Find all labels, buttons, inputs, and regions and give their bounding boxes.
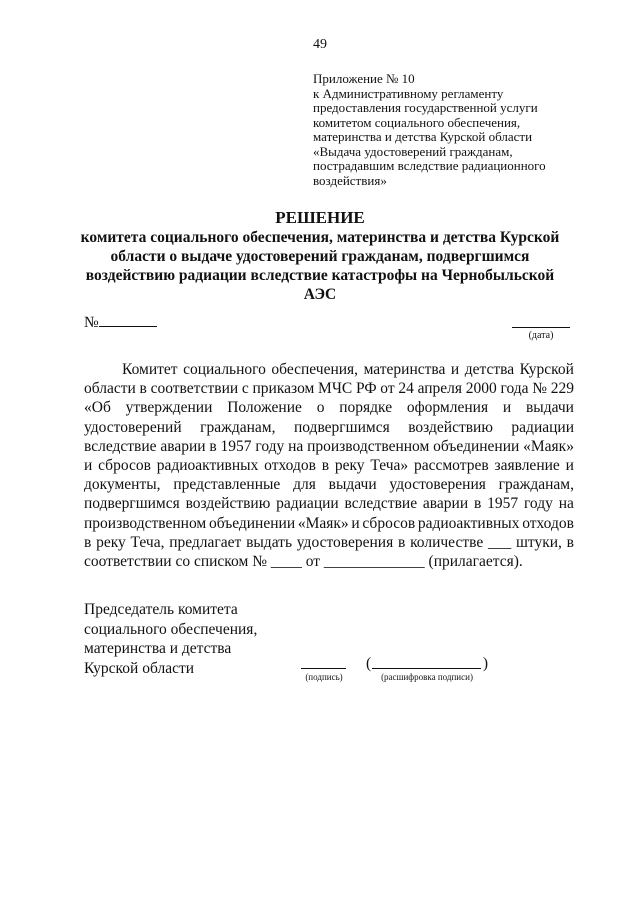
body-word: в: [321, 457, 330, 475]
body-word: РФ: [355, 380, 377, 398]
appendix-line: «Выдача удостоверений гражданам,: [313, 143, 513, 159]
decode-paren-open: (: [366, 655, 372, 672]
body-word: аварии: [422, 495, 469, 513]
body-word: сбросов: [98, 457, 151, 475]
body-line: [84, 494, 574, 513]
signer-title: [84, 600, 257, 678]
body-line: [84, 437, 574, 456]
body-word: в: [473, 495, 482, 513]
body-word: материнства: [363, 361, 446, 378]
body-word: и: [450, 361, 460, 378]
body-word: ___: [487, 533, 512, 551]
body-word: обеспечения,: [271, 361, 359, 378]
decode-blank-line: [372, 668, 481, 669]
body-line: [84, 533, 574, 552]
body-word: для: [293, 476, 316, 494]
body-word: объединении: [208, 514, 296, 532]
body-word: отходов: [264, 457, 316, 475]
body-word: радиоактивных: [156, 457, 259, 475]
body-word: радиоактивных: [417, 514, 520, 532]
body-word: производственном: [84, 514, 207, 532]
body-word: году: [523, 495, 553, 513]
page-number: 49: [313, 37, 327, 52]
body-word: области: [84, 380, 136, 398]
body-word: соответствии: [150, 380, 239, 398]
body-word: на: [288, 437, 304, 455]
body-word: предлагает: [169, 533, 242, 551]
body-word: в: [397, 533, 406, 551]
body-line: [84, 552, 574, 571]
document-title: РЕШЕНИЕ: [275, 208, 365, 227]
body-word: года: [500, 380, 529, 398]
body-word: с: [241, 380, 249, 398]
body-word: в: [566, 533, 574, 551]
body-word: и: [351, 514, 360, 532]
body-word: документы,: [84, 476, 161, 494]
number-label: №: [84, 314, 99, 331]
date-blank-line: [512, 327, 570, 328]
body-word: удостоверений: [84, 418, 182, 436]
body-word: в: [84, 533, 92, 551]
body-word: заявление: [494, 457, 560, 475]
body-line: [84, 475, 574, 494]
body-word: утверждении: [125, 399, 213, 417]
decision-number-field: [84, 312, 157, 332]
body-line: [84, 514, 574, 533]
body-word: рассмотрев: [413, 457, 489, 475]
body-word: количестве: [410, 533, 484, 551]
subtitle-line: воздействию радиации вследствие катастрофы на Чернобыльской: [85, 267, 555, 284]
body-word: и: [502, 399, 512, 417]
subtitle-line: комитета социального обеспечения, материнства и детства Курской: [80, 229, 560, 246]
decode-caption: (расшифровка подписи): [381, 672, 473, 682]
appendix-line: воздействия»: [313, 172, 387, 188]
body-word: 24: [398, 380, 414, 398]
body-word: реку: [96, 533, 126, 551]
body-word: реку: [334, 457, 365, 475]
signer-line: Курской области: [84, 659, 195, 677]
body-word: в: [139, 380, 147, 398]
signer-line: социального обеспечения,: [84, 620, 258, 638]
subtitle-line: АЭС: [303, 286, 337, 303]
body-line: [84, 360, 574, 379]
signature-caption: (подпись): [305, 672, 343, 682]
body-word: выдачи: [525, 399, 574, 417]
body-word: о: [316, 399, 325, 417]
body-word: на: [558, 495, 574, 513]
appendix-line: пострадавшим вследствие радиационного: [313, 158, 546, 173]
body-word: вследствие: [84, 437, 157, 455]
body-word: Теча,: [130, 533, 165, 551]
body-word: выдачи: [328, 476, 377, 494]
body-word: апреля: [417, 380, 463, 398]
body-word: подвергшимся: [84, 495, 180, 513]
body-word: МЧС: [318, 380, 353, 398]
body-word: отходов: [522, 514, 574, 532]
body-word: сбросов: [362, 514, 416, 532]
body-word: радиации: [511, 418, 574, 436]
appendix-line: Приложение № 10: [313, 71, 415, 86]
body-word: Курской: [519, 361, 574, 378]
body-word: №: [532, 380, 548, 398]
body-line: [84, 456, 574, 475]
body-word: и: [84, 457, 93, 475]
date-caption: (дата): [528, 330, 554, 341]
body-word: приказом: [252, 380, 315, 398]
body-word: 1957: [220, 437, 252, 455]
appendix-line: предоставления государственной услуги: [313, 100, 538, 115]
body-word: соответствии со списком № ____ от _____________ (прилагается).: [84, 553, 523, 571]
body-word: производственном: [307, 437, 430, 455]
body-word: году: [255, 437, 285, 455]
body-word: аварии: [160, 437, 206, 455]
signature-blank-line: [301, 668, 346, 669]
signature-decode-field: [366, 655, 488, 671]
body-word: гражданам,: [498, 476, 574, 494]
body-word: Положение: [227, 399, 302, 417]
body-word: в: [209, 437, 217, 455]
body-line: [84, 398, 574, 417]
appendix-note: [313, 72, 613, 188]
body-word: выдать: [246, 533, 293, 551]
body-word: Теча»: [370, 457, 409, 475]
body-word: социального: [183, 361, 266, 378]
body-word: удостоверения: [296, 533, 394, 551]
body-word: 229: [550, 380, 574, 398]
document-subtitle: [60, 228, 580, 304]
body-word: и: [565, 457, 574, 475]
decision-body-text: [84, 360, 574, 571]
body-word: «Маяк»: [297, 514, 349, 532]
body-word: штуки,: [515, 533, 562, 551]
body-word: от: [380, 380, 395, 398]
body-word: оформления: [406, 399, 489, 417]
body-line: [84, 418, 574, 437]
body-word: воздействию: [185, 495, 271, 513]
body-word: Комитет: [122, 361, 178, 378]
body-word: представленные: [173, 476, 281, 494]
body-word: объединении: [433, 437, 520, 455]
body-word: гражданам,: [200, 418, 276, 436]
body-word: 1957: [487, 495, 519, 513]
body-word: воздействию: [408, 418, 493, 436]
decode-paren-close: ): [482, 655, 488, 672]
appendix-line: комитетом социального обеспечения,: [313, 114, 521, 130]
body-line: [84, 379, 574, 398]
number-blank-line: [99, 312, 157, 327]
body-word: «Об: [84, 399, 111, 417]
body-word: радиации: [276, 495, 339, 513]
body-word: 2000: [465, 380, 497, 398]
subtitle-line: области о выдаче удостоверений гражданам, подвергшимся: [110, 248, 530, 265]
body-word: удостоверения: [389, 476, 486, 494]
appendix-line: материнства и детства Курской области: [313, 129, 533, 144]
body-word: детства: [464, 361, 515, 378]
body-word: подвергшимся: [293, 418, 390, 436]
signer-line: материнства и детства: [84, 640, 232, 657]
appendix-line: к Административному регламенту: [313, 85, 504, 101]
body-word: порядке: [339, 399, 393, 417]
signer-line: Председатель комитета: [84, 601, 238, 618]
body-word: вследствие: [344, 495, 418, 513]
body-word: «Маяк»: [523, 437, 574, 455]
